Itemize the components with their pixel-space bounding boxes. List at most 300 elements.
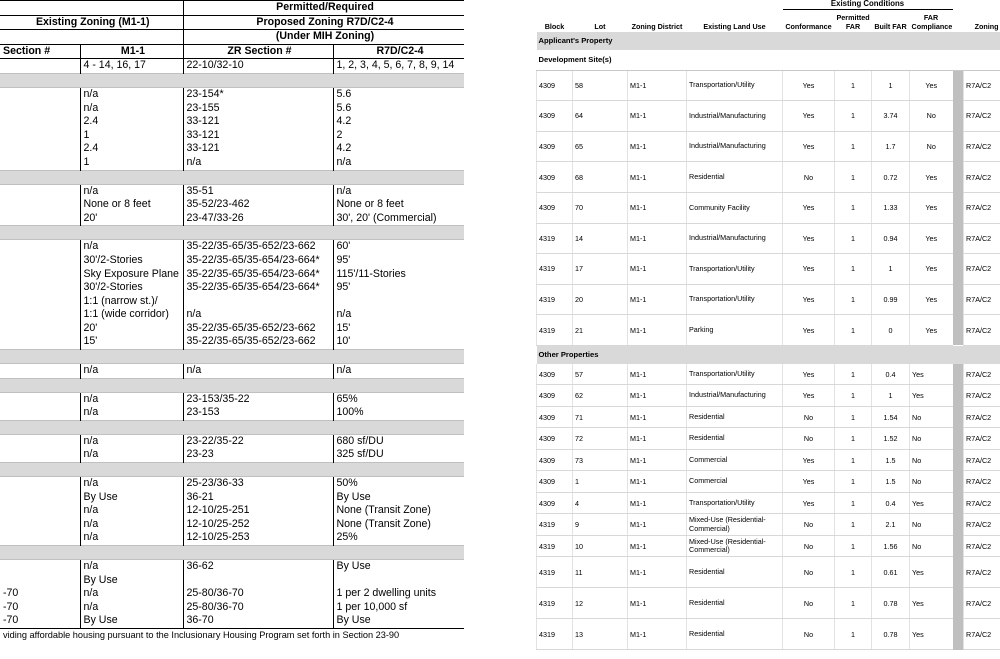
r7d-value-cell (333, 574, 464, 588)
existing-conditions-table (536, 0, 1000, 659)
applicants-property-section (537, 32, 1000, 50)
section-column-header: Section # (0, 44, 80, 59)
zoning-district-cell: M1-1 (628, 406, 687, 428)
zoning-cell: R7A/C2 (964, 315, 1000, 346)
zoning-district-cell: M1-1 (628, 131, 687, 162)
section-cell (0, 212, 80, 226)
zr-section-cell: 33-121 (183, 115, 333, 129)
lot-cell: 4 (573, 492, 628, 514)
section-cell (0, 281, 80, 295)
table-row (0, 392, 464, 406)
r7d-value-cell: 50% (333, 477, 464, 491)
r7d-value-cell: 15' (333, 322, 464, 336)
zr-section-cell: 35-51 (183, 184, 333, 198)
conformance-cell: Yes (783, 492, 835, 514)
permitted-far-cell: 1 (835, 315, 872, 346)
conformance-cell: No (783, 557, 835, 588)
lot-cell: 1 (573, 471, 628, 493)
conformance-cell: Yes (783, 315, 835, 346)
conformance-cell: Yes (783, 254, 835, 285)
permitted-far-cell: 1 (835, 131, 872, 162)
zoning-cell: R7A/C2 (964, 535, 1000, 557)
far-compliance-cell: Yes (910, 385, 953, 407)
m1-value-cell: By Use (80, 491, 183, 505)
built-far-cell: 0.61 (872, 557, 910, 588)
far-compliance-cell: Yes (910, 619, 953, 650)
lot-cell: 65 (573, 131, 628, 162)
section-divider (0, 546, 464, 560)
zoning-header: Zoning (974, 22, 999, 31)
section-cell (0, 156, 80, 170)
block-cell: 4309 (537, 162, 573, 193)
r7d-value-cell: None (Transit Zone) (333, 504, 464, 518)
block-cell: 4309 (537, 406, 573, 428)
built-far-cell: 1.5 (872, 449, 910, 471)
table-row (537, 131, 1000, 162)
block-cell: 4319 (537, 619, 573, 650)
r7d-value-cell: 115'/11-Stories (333, 268, 464, 282)
permitted-far-cell: 1 (835, 449, 872, 471)
table-row (0, 504, 464, 518)
zr-section-cell: 33-121 (183, 142, 333, 156)
table-row (537, 101, 1000, 132)
far-compliance-cell: No (910, 449, 953, 471)
zr-section-cell: 23-47/33-26 (183, 212, 333, 226)
table-row (537, 254, 1000, 285)
block-cell: 4309 (537, 192, 573, 223)
m1-value-cell: 2.4 (80, 142, 183, 156)
table-row (0, 59, 464, 74)
m1-column-header: M1-1 (80, 44, 183, 59)
far-compliance-cell: No (910, 535, 953, 557)
far-compliance-cell: Yes (910, 315, 953, 346)
m1-value-cell: n/a (80, 87, 183, 101)
m1-value-cell: n/a (80, 477, 183, 491)
lot-cell: 17 (573, 254, 628, 285)
zr-section-cell: 33-121 (183, 129, 333, 143)
table-row (537, 557, 1000, 588)
section-cell (0, 115, 80, 129)
permitted-far-cell: 1 (835, 619, 872, 650)
existing-conditions-header: Existing Conditions (783, 0, 953, 9)
conformance-cell: Yes (783, 385, 835, 407)
lot-cell: 20 (573, 284, 628, 315)
m1-value-cell: Sky Exposure Plane (80, 268, 183, 282)
conformance-cell: Yes (783, 131, 835, 162)
zoning-cell: R7A/C2 (964, 406, 1000, 428)
section-divider (0, 170, 464, 184)
block-cell: 4319 (537, 514, 573, 536)
scroll-gutter (953, 535, 964, 557)
far-compliance-cell: Yes (910, 192, 953, 223)
m1-value-cell: n/a (80, 531, 183, 545)
section-cell (0, 142, 80, 156)
permitted-far-cell: 1 (835, 557, 872, 588)
permitted-far-cell: 1 (835, 428, 872, 450)
table-row (537, 364, 1000, 385)
m1-value-cell: n/a (80, 364, 183, 379)
table-row (537, 588, 1000, 619)
table-row (537, 428, 1000, 450)
m1-value-cell: 4 - 14, 16, 17 (80, 59, 183, 74)
zr-section-cell: 12-10/25-252 (183, 518, 333, 532)
zr-section-cell: 22-10/32-10 (183, 59, 333, 74)
m1-value-cell: n/a (80, 102, 183, 116)
zoning-district-cell: M1-1 (628, 101, 687, 132)
m1-value-cell: 20' (80, 322, 183, 336)
m1-value-cell: n/a (80, 406, 183, 420)
conformance-cell: No (783, 162, 835, 193)
section-cell (0, 59, 80, 74)
table-row (0, 335, 464, 349)
r7d-value-cell: 95' (333, 281, 464, 295)
zr-section-cell: 23-153/35-22 (183, 392, 333, 406)
zoning-cell: R7A/C2 (964, 70, 1000, 101)
conformance-cell: No (783, 588, 835, 619)
permitted-far-cell: 1 (835, 101, 872, 132)
block-cell: 4309 (537, 70, 573, 101)
table-row (537, 385, 1000, 407)
table-row (0, 587, 464, 601)
land-use-cell: Transportation/Utility (687, 70, 783, 101)
permitted-far-cell: 1 (835, 364, 872, 385)
land-use-cell: Residential (687, 162, 783, 193)
zoning-district-header: Zoning District (631, 22, 683, 31)
zoning-district-cell: M1-1 (628, 192, 687, 223)
scroll-gutter (953, 284, 964, 315)
far-compliance-cell: No (910, 471, 953, 493)
land-use-cell: Transportation/Utility (687, 364, 783, 385)
existing-zoning-header: Existing Zoning (M1-1) (0, 15, 183, 30)
table-row (0, 87, 464, 101)
m1-value-cell: n/a (80, 601, 183, 615)
conformance-cell: No (783, 619, 835, 650)
built-far-cell: 0.72 (872, 162, 910, 193)
m1-value-cell: By Use (80, 574, 183, 588)
block-cell: 4309 (537, 101, 573, 132)
section-cell (0, 198, 80, 212)
far-compliance-cell: Yes (910, 284, 953, 315)
section-divider (0, 350, 464, 364)
conformance-cell: Yes (783, 70, 835, 101)
m1-value-cell: 2.4 (80, 115, 183, 129)
lot-cell: 70 (573, 192, 628, 223)
far-compliance-cell: No (910, 406, 953, 428)
scroll-gutter (953, 315, 964, 346)
section-cell (0, 308, 80, 322)
zoning-cell: R7A/C2 (964, 492, 1000, 514)
block-cell: 4319 (537, 315, 573, 346)
far-compliance-header: FAR Compliance (911, 13, 953, 31)
r7d-value-cell: 95' (333, 254, 464, 268)
table-row (0, 448, 464, 462)
lot-cell: 14 (573, 223, 628, 254)
built-far-cell: 0.78 (872, 619, 910, 650)
zoning-district-cell: M1-1 (628, 471, 687, 493)
land-use-cell: Mixed-Use (Residential-Commercial) (687, 535, 783, 557)
permitted-far-cell: 1 (835, 471, 872, 493)
table-row (0, 531, 464, 545)
table-row (537, 471, 1000, 493)
section-cell (0, 268, 80, 282)
proposed-zoning-subheader: (Under MIH Zoning) (183, 30, 464, 45)
section-cell (0, 518, 80, 532)
zoning-district-cell: M1-1 (628, 588, 687, 619)
zoning-district-cell: M1-1 (628, 254, 687, 285)
r7d-value-cell: 680 sf/DU (333, 434, 464, 448)
built-far-cell: 1 (872, 254, 910, 285)
zr-section-cell: 35-22/35-65/35-652/23-662 (183, 335, 333, 349)
permitted-far-cell: 1 (835, 385, 872, 407)
land-use-cell: Industrial/Manufacturing (687, 101, 783, 132)
zoning-district-cell: M1-1 (628, 428, 687, 450)
scroll-gutter (953, 471, 964, 493)
zr-section-cell: 25-80/36-70 (183, 601, 333, 615)
r7d-value-cell: By Use (333, 614, 464, 628)
permitted-far-cell: 1 (835, 535, 872, 557)
land-use-cell: Mixed-Use (Residential-Commercial) (687, 514, 783, 536)
conformance-cell: No (783, 406, 835, 428)
permitted-far-cell: 1 (835, 162, 872, 193)
built-far-cell: 1.52 (872, 428, 910, 450)
block-cell: 4309 (537, 364, 573, 385)
zoning-district-cell: M1-1 (628, 514, 687, 536)
far-compliance-cell: No (910, 514, 953, 536)
block-cell: 4309 (537, 385, 573, 407)
permitted-far-cell: 1 (835, 284, 872, 315)
zoning-district-cell: M1-1 (628, 619, 687, 650)
zr-section-cell: n/a (183, 364, 333, 379)
far-compliance-cell: Yes (910, 223, 953, 254)
block-header: Block (544, 22, 565, 31)
column-header-row (537, 9, 1000, 32)
zr-section-cell: 23-153 (183, 406, 333, 420)
lot-cell: 68 (573, 162, 628, 193)
zoning-cell: R7A/C2 (964, 514, 1000, 536)
far-compliance-cell: Yes (910, 492, 953, 514)
built-far-cell: 0.78 (872, 588, 910, 619)
permitted-far-cell: 1 (835, 192, 872, 223)
table-row (537, 192, 1000, 223)
r7d-value-cell: 5.6 (333, 102, 464, 116)
block-cell: 4309 (537, 131, 573, 162)
m1-value-cell: By Use (80, 614, 183, 628)
r7d-value-cell: 1 per 2 dwelling units (333, 587, 464, 601)
table-row (0, 601, 464, 615)
zoning-district-cell: M1-1 (628, 449, 687, 471)
section-cell (0, 531, 80, 545)
permitted-required-header: Permitted/Required (183, 1, 464, 16)
built-far-cell: 0.99 (872, 284, 910, 315)
land-use-cell: Industrial/Manufacturing (687, 223, 783, 254)
zoning-district-cell: M1-1 (628, 315, 687, 346)
land-use-cell: Transportation/Utility (687, 284, 783, 315)
block-cell: 4319 (537, 557, 573, 588)
r7d-value-cell: n/a (333, 364, 464, 379)
r7d-value-cell: 30', 20' (Commercial) (333, 212, 464, 226)
far-compliance-cell: No (910, 101, 953, 132)
zoning-cell: R7A/C2 (964, 619, 1000, 650)
table-row (0, 364, 464, 379)
built-far-cell: 2.1 (872, 514, 910, 536)
table-row (0, 240, 464, 254)
scroll-gutter (953, 131, 964, 162)
m1-value-cell: n/a (80, 518, 183, 532)
permitted-far-cell: 1 (835, 588, 872, 619)
r7d-value-cell: n/a (333, 184, 464, 198)
section-cell (0, 574, 80, 588)
lot-cell: 11 (573, 557, 628, 588)
m1-value-cell: n/a (80, 240, 183, 254)
block-cell: 4319 (537, 535, 573, 557)
land-use-cell: Commercial (687, 471, 783, 493)
r7d-value-cell: n/a (333, 308, 464, 322)
land-use-cell: Community Facility (687, 192, 783, 223)
table-row (0, 115, 464, 129)
land-use-cell: Residential (687, 557, 783, 588)
lot-header: Lot (594, 22, 606, 31)
permitted-far-cell: 1 (835, 406, 872, 428)
section-label: Applicant's Property (537, 32, 1000, 50)
permitted-far-cell: 1 (835, 514, 872, 536)
scroll-gutter (953, 588, 964, 619)
conformance-cell: Yes (783, 364, 835, 385)
table-row (537, 449, 1000, 471)
table-row (0, 142, 464, 156)
zoning-cell: R7A/C2 (964, 131, 1000, 162)
r7d-value-cell: n/a (333, 156, 464, 170)
proposed-zoning-header: Proposed Zoning R7D/C2-4 (183, 15, 464, 30)
r7d-value-cell: By Use (333, 491, 464, 505)
block-cell: 4309 (537, 428, 573, 450)
zoning-district-cell: M1-1 (628, 223, 687, 254)
section-cell (0, 434, 80, 448)
lot-cell: 10 (573, 535, 628, 557)
existing-land-use-header: Existing Land Use (703, 22, 766, 31)
lot-cell: 62 (573, 385, 628, 407)
built-far-cell: 0.4 (872, 492, 910, 514)
built-far-header: Built FAR (874, 22, 907, 31)
far-compliance-cell: Yes (910, 254, 953, 285)
lot-cell: 21 (573, 315, 628, 346)
block-cell: 4319 (537, 254, 573, 285)
zr-section-cell: 35-22/35-65/35-654/23-664* (183, 281, 333, 295)
table-row (537, 162, 1000, 193)
zr-section-cell (183, 574, 333, 588)
table-row (0, 281, 464, 295)
far-compliance-cell: Yes (910, 70, 953, 101)
zr-section-cell: 25-23/36-33 (183, 477, 333, 491)
zr-section-cell: 36-62 (183, 560, 333, 574)
section-cell (0, 392, 80, 406)
m1-value-cell: 30'/2-Stories (80, 281, 183, 295)
zr-section-column-header: ZR Section # (183, 44, 333, 59)
table-row (0, 308, 464, 322)
lot-cell: 58 (573, 70, 628, 101)
zoning-cell: R7A/C2 (964, 162, 1000, 193)
land-use-cell: Residential (687, 406, 783, 428)
zoning-cell: R7A/C2 (964, 254, 1000, 285)
zoning-cell: R7A/C2 (964, 471, 1000, 493)
section-divider (0, 420, 464, 434)
table-row (0, 574, 464, 588)
zr-section-cell: 25-80/36-70 (183, 587, 333, 601)
far-compliance-cell: No (910, 428, 953, 450)
table-row (0, 254, 464, 268)
table-row (0, 156, 464, 170)
m1-value-cell: n/a (80, 587, 183, 601)
section-cell (0, 491, 80, 505)
lot-cell: 57 (573, 364, 628, 385)
block-cell: 4309 (537, 449, 573, 471)
built-far-cell: 0.94 (872, 223, 910, 254)
land-use-cell: Residential (687, 619, 783, 650)
permitted-far-cell: 1 (835, 492, 872, 514)
other-properties-section (537, 345, 1000, 364)
scroll-gutter (953, 162, 964, 193)
section-cell (0, 322, 80, 336)
zr-section-cell: 12-10/25-253 (183, 531, 333, 545)
built-far-cell: 1 (872, 70, 910, 101)
scroll-gutter (953, 192, 964, 223)
r7d-value-cell: None or 8 feet (333, 198, 464, 212)
m1-value-cell: 30'/2-Stories (80, 254, 183, 268)
section-cell: -70 (3, 587, 19, 600)
section-cell (0, 254, 80, 268)
table-row (0, 491, 464, 505)
table-row (0, 295, 464, 309)
built-far-cell: 0.4 (872, 364, 910, 385)
section-cell (0, 364, 80, 379)
m1-value-cell: n/a (80, 448, 183, 462)
table-row (537, 223, 1000, 254)
lot-cell: 64 (573, 101, 628, 132)
conformance-header: Conformance (785, 22, 832, 31)
scroll-gutter (953, 70, 964, 101)
m1-value-cell: n/a (80, 392, 183, 406)
table-row (0, 129, 464, 143)
table-row (537, 315, 1000, 346)
table-row (0, 434, 464, 448)
zr-section-cell: 35-22/35-65/35-652/23-662 (183, 322, 333, 336)
table-row (537, 619, 1000, 650)
section-cell: -70 (3, 614, 19, 627)
zoning-cell: R7A/C2 (964, 449, 1000, 471)
table-row (0, 406, 464, 420)
scroll-gutter (953, 514, 964, 536)
footnote: viding affordable housing pursuant to the Inclusionary Housing Program set forth in Section 23-90 (0, 628, 464, 642)
section-cell (0, 504, 80, 518)
built-far-cell: 1.56 (872, 535, 910, 557)
m1-value-cell: 15' (80, 335, 183, 349)
zoning-district-cell: M1-1 (628, 535, 687, 557)
zoning-district-cell: M1-1 (628, 364, 687, 385)
zr-section-cell: 23-23 (183, 448, 333, 462)
far-compliance-cell: No (910, 131, 953, 162)
zoning-district-cell: M1-1 (628, 385, 687, 407)
land-use-cell: Commercial (687, 449, 783, 471)
r7d-value-cell: 100% (333, 406, 464, 420)
land-use-cell: Parking (687, 315, 783, 346)
scroll-gutter (953, 364, 964, 385)
zoning-cell: R7A/C2 (964, 428, 1000, 450)
block-cell: 4319 (537, 223, 573, 254)
section-divider (0, 378, 464, 392)
far-compliance-cell: Yes (910, 162, 953, 193)
scroll-gutter (953, 449, 964, 471)
development-sites-subsection (537, 50, 1000, 71)
zr-section-cell: 36-21 (183, 491, 333, 505)
